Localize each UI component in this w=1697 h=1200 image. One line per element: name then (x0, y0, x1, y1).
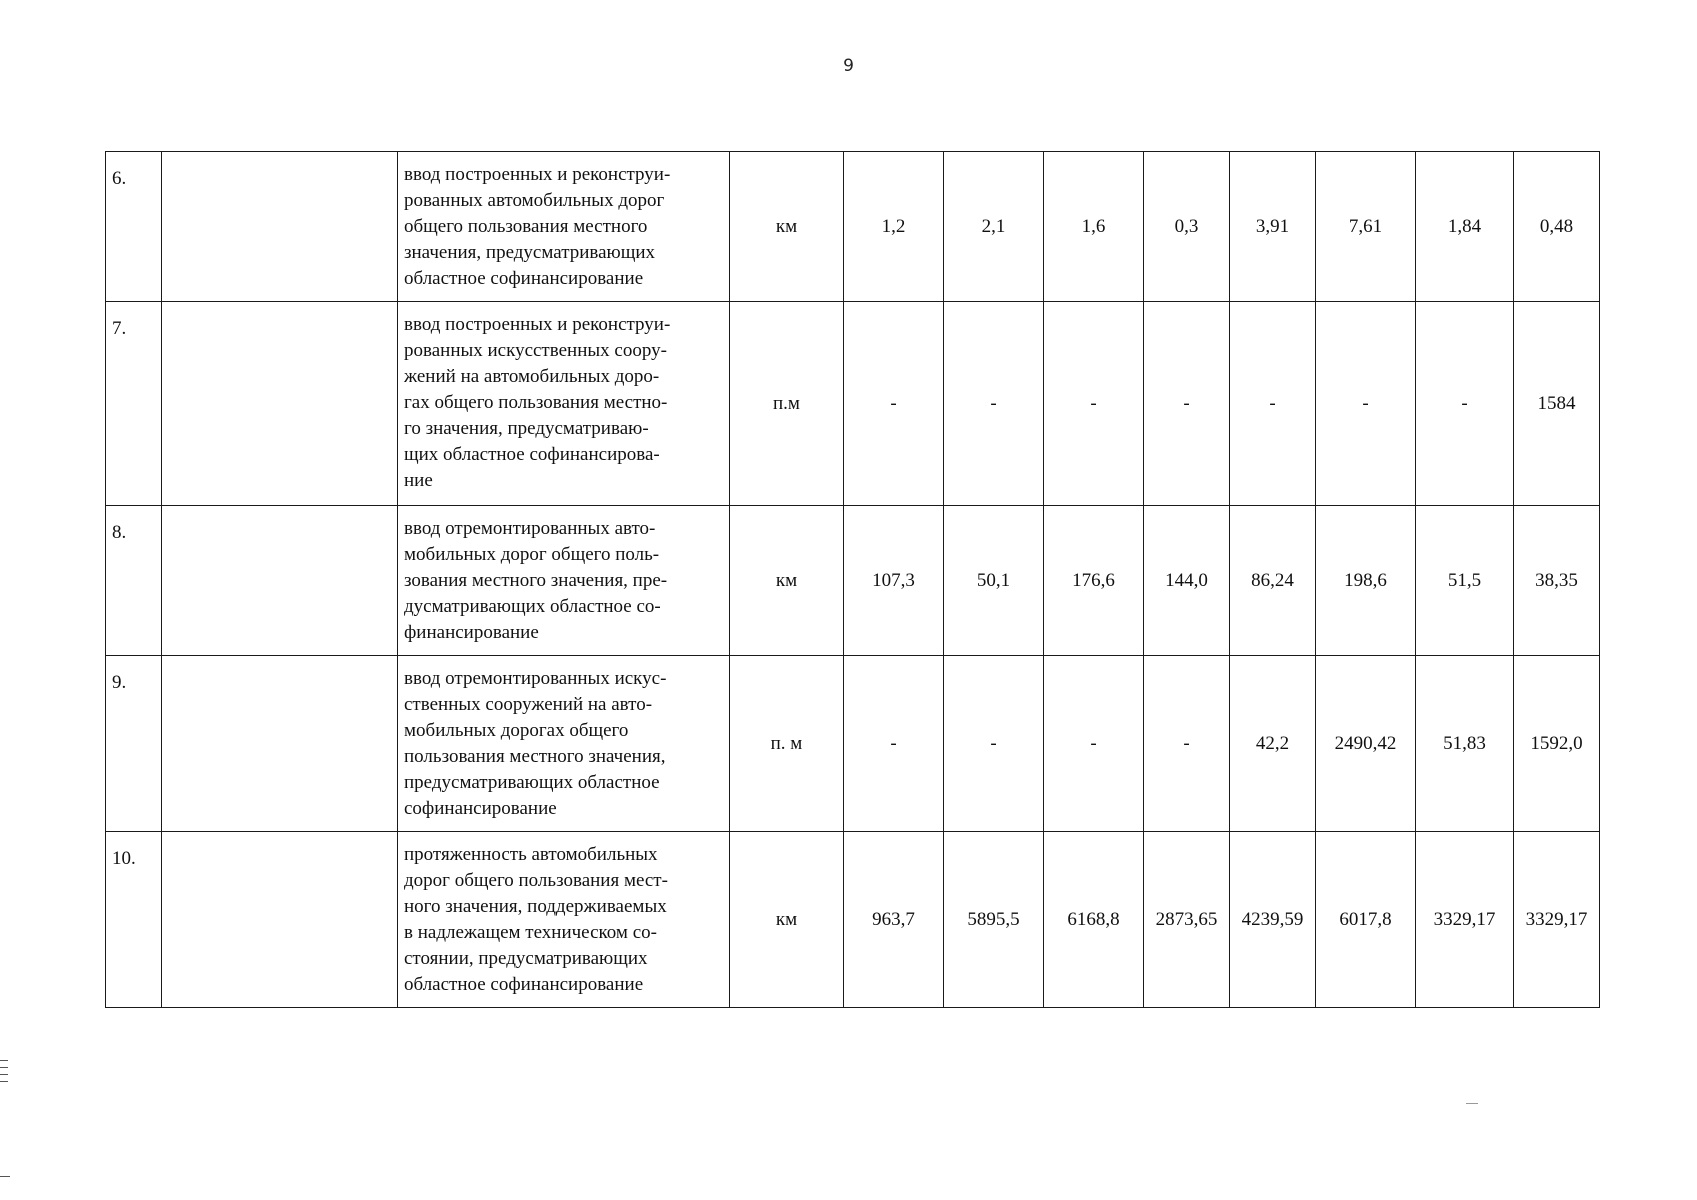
value-cell: - (844, 656, 944, 832)
value-cell: - (1144, 302, 1230, 506)
value-cell: 963,7 (844, 832, 944, 1008)
row-number: 6. (106, 152, 162, 302)
value-cell: 0,48 (1514, 152, 1600, 302)
unit-cell: п.м (730, 302, 844, 506)
value-cell: 6168,8 (1044, 832, 1144, 1008)
value-cell: 5895,5 (944, 832, 1044, 1008)
value-cell: - (1044, 656, 1144, 832)
value-cell: 3329,17 (1514, 832, 1600, 1008)
table-row (106, 506, 1600, 656)
value-cell: 0,3 (1144, 152, 1230, 302)
value-cell: 176,6 (1044, 506, 1144, 656)
table-row (106, 656, 1600, 832)
program-cell (162, 152, 398, 302)
program-cell (162, 302, 398, 506)
value-cell: 2,1 (944, 152, 1044, 302)
row-number: 8. (106, 506, 162, 656)
value-cell: - (944, 302, 1044, 506)
value-cell: 38,35 (1514, 506, 1600, 656)
value-cell: 107,3 (844, 506, 944, 656)
value-cell: - (1316, 302, 1416, 506)
value-cell: 3329,17 (1416, 832, 1514, 1008)
program-cell (162, 506, 398, 656)
value-cell: 1,84 (1416, 152, 1514, 302)
value-cell: 2490,42 (1316, 656, 1416, 832)
row-number: 10. (106, 832, 162, 1008)
value-cell: - (1144, 656, 1230, 832)
value-cell: 50,1 (944, 506, 1044, 656)
margin-tick (0, 1176, 10, 1177)
value-cell: - (1044, 302, 1144, 506)
value-cell: 1,6 (1044, 152, 1144, 302)
program-cell (162, 656, 398, 832)
value-cell: 1584 (1514, 302, 1600, 506)
value-cell: 42,2 (1230, 656, 1316, 832)
scan-mark (1466, 1103, 1478, 1104)
unit-cell: п. м (730, 656, 844, 832)
value-cell: 7,61 (1316, 152, 1416, 302)
row-number: 9. (106, 656, 162, 832)
row-number: 7. (106, 302, 162, 506)
value-cell: 1,2 (844, 152, 944, 302)
value-cell: 4239,59 (1230, 832, 1316, 1008)
indicators-table (105, 151, 1600, 1008)
table-row (106, 832, 1600, 1008)
value-cell: 3,91 (1230, 152, 1316, 302)
unit-cell: км (730, 832, 844, 1008)
page-number: 9 (843, 56, 854, 76)
value-cell: 6017,8 (1316, 832, 1416, 1008)
unit-cell: км (730, 506, 844, 656)
value-cell: - (1416, 302, 1514, 506)
value-cell: 51,83 (1416, 656, 1514, 832)
table-row (106, 302, 1600, 506)
indicator-description: ввод отремонтированных искус- ственных сооружений на авто- мобильных дорогах общего пользования местного значения, предусматривающих областное софинансирование (398, 656, 730, 832)
value-cell: - (844, 302, 944, 506)
margin-marks (0, 1060, 8, 1088)
value-cell: 1592,0 (1514, 656, 1600, 832)
indicator-description: ввод отремонтированных авто- мобильных дорог общего поль- зования местного значения, пре- дусматривающих областное со- финансирование (398, 506, 730, 656)
table-row (106, 152, 1600, 302)
indicator-description: протяженность автомобильных дорог общего пользования мест- ного значения, поддерживаемых в надлежащем техническом со- стоянии, предусматривающих областное софинансирование (398, 832, 730, 1008)
indicator-description: ввод построенных и реконструи- рованных искусственных соору- жений на автомобильных доро- гах общего пользования местно- го значения, предусматриваю- щих областное софинансирова- ние (398, 302, 730, 506)
value-cell: 86,24 (1230, 506, 1316, 656)
value-cell: 2873,65 (1144, 832, 1230, 1008)
value-cell: 51,5 (1416, 506, 1514, 656)
value-cell: 144,0 (1144, 506, 1230, 656)
value-cell: - (944, 656, 1044, 832)
value-cell: 198,6 (1316, 506, 1416, 656)
indicator-description: ввод построенных и реконструи- рованных автомобильных дорог общего пользования местного значения, предусматривающих областное софинансирование (398, 152, 730, 302)
program-cell (162, 832, 398, 1008)
value-cell: - (1230, 302, 1316, 506)
unit-cell: км (730, 152, 844, 302)
